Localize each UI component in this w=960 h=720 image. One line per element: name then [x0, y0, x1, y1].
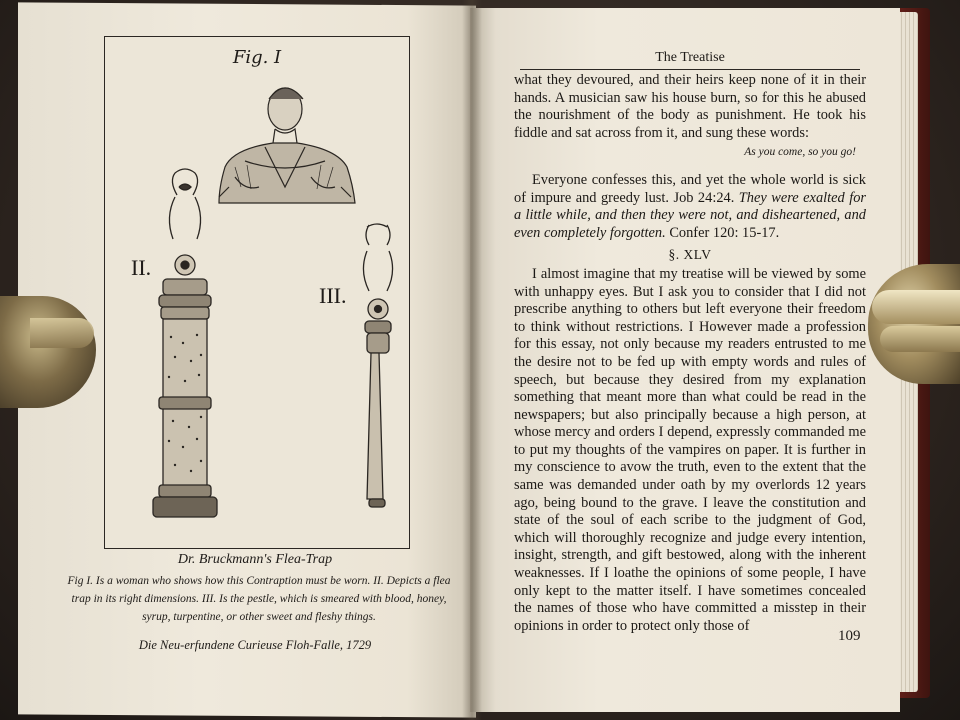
paragraph-job [514, 172, 866, 242]
figure-label-iii: III. [319, 283, 347, 308]
right-page-body [514, 72, 866, 635]
running-head: The Treatise [655, 50, 725, 65]
flea-trap-drawing [153, 169, 217, 517]
paragraph-section: I almost imagine that my treatise will be viewed by some with unhappy eyes. But I ask you to consider that I did not prescribe anything to others but left everyone their freedom to think without restrictions. I However made a profession for this essay, not only because my readers entrusted to me the desire not to be fed up with empty words and rules of speech, but because they desired from my explanation something that meant more than what could be read in the newspapers; but also principally because a high person, at whose mercy and orders I depend, expressly commanded me to put my thoughts of the vampires on paper. It is further in my conscience to avow the truth, even to the extent that the same was demanded under oath by my overlords 12 years ago, being bound to the grave. I leave the constitution and state of the soul of each scribe to the judgment of God, which will thoroughly recognize and judge every intention, insight, strength, and gift bestowed, along with the inherent weaknesses. If I loathe the opinions of some people, I have only kept to the matter itself. I have sometimes concealed the names of those who have committed a misstep in their opinions in order to protect only those of [514, 265, 866, 634]
paragraph-job-text: Everyone confesses this, and yet the whole world is sick of impure and greedy lust. Job 24:24. [514, 171, 866, 206]
page-number: 109 [838, 628, 861, 644]
verse-quote: As you come, so you go! [744, 146, 856, 159]
left-brass-holder-finger [30, 318, 94, 348]
engraving-illustration [105, 37, 411, 550]
section-heading: §. XLV [668, 247, 712, 263]
paragraph-job-reference: Confer 120: 15-17. [665, 224, 780, 241]
caption-source: Die Neu-erfundene Curieuse Floh-Falle, 1729 [138, 638, 372, 652]
figure-title: Fig. I [232, 47, 282, 68]
figure-label-ii: II. [131, 255, 152, 280]
paragraph-job-quote: They were exalted for a little while, and then they were not, and disheartened, and even completely forgotten. [514, 189, 866, 241]
caption-body: Fig I. Is a woman who shows how this Contraption must be worn. II. Depicts a flea trap in its right dimensions. III. Is the pestle, which is smeared with blood, honey, syrup, turpentine, or other sweet and fleshy things. [67, 575, 451, 623]
pestle-drawing [363, 224, 392, 507]
figure-plate [104, 36, 410, 549]
paragraph-continuation: what they devoured, and their heirs keep none of it in their hands. A musician saw his house burn, so for this he abused the nourishment of the body as punishment. He took his fiddle and sat across from it, and sung these words: [514, 72, 866, 141]
right-brass-holder-finger [872, 290, 960, 324]
running-head-rule [520, 69, 860, 70]
right-brass-holder-finger-lower [880, 326, 960, 352]
caption-title: Dr. Bruckmann's Flea-Trap [177, 552, 333, 567]
woman-bust-drawing [219, 88, 355, 203]
book-gutter [462, 0, 482, 720]
